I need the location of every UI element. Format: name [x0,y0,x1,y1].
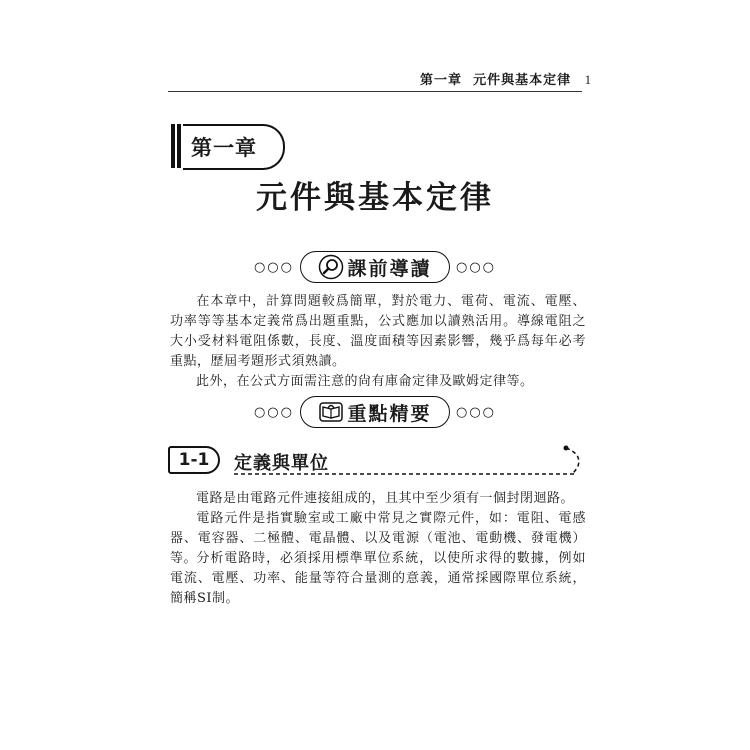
tab-bar-right [177,124,181,168]
section-paragraph-2: 電路元件是指實驗室或工廠中常見之實際元件，如：電阻、電感器、電容器、二極體、電晶體、以及電源（電池、電動機、發電機）等。 [170,511,586,566]
section-title: 定義與單位 [234,453,329,474]
chapter-title: 元件與基本定律 [256,180,494,216]
banner-dots-left: ○○○ [253,259,294,275]
header-rule [168,91,582,92]
preview-banner-pill [300,251,450,283]
banner-dots-right: ○○○ [456,259,497,275]
open-book-icon [318,399,344,425]
section-paragraph-3: 分析電路時，必須採用標準單位系統，以使所求得的數據，例如電流、電壓、功率、能量等符合量測的意義，通常採國際單位系統，簡稱SI制。 [170,551,586,606]
preview-banner-label: 課前導讀 [347,257,432,280]
page-number: 1 [584,72,593,87]
keypoints-banner [252,394,498,430]
banner-dots-right: ○○○ [456,404,497,420]
magnifier-icon [318,254,344,280]
chapter-tab [171,124,285,168]
preview-banner [252,249,498,285]
running-head-title: 元件與基本定律 [473,73,572,88]
keypoints-banner-label: 重點精要 [347,402,432,425]
keypoints-banner-pill [300,396,450,428]
preview-paragraph-1: 在本章中，計算問題較爲簡單，對於電力、電荷、電流、電壓、功率等等基本定義常爲出題重點，公式應加以讀熟活用。導線電阻之大小受材料電阻係數，長度、溫度面積等因素影響，幾乎爲每年必考重點，歷屆考題形式須熟讀。 [170,294,586,369]
section-paragraph-1: 電路是由電路元件連接組成的，且其中至少須有一個封閉迴路。 [196,491,575,506]
chapter-tab-label: 第一章 [191,136,257,160]
chapter-tab-pill [183,124,285,170]
tab-bar-left [171,124,175,168]
banner-dots-left: ○○○ [253,404,294,420]
section-number: 1-1 [168,446,220,474]
dashed-underline [168,440,592,480]
preview-paragraph-2: 此外，在公式方面需注意的尙有庫侖定律及歐姆定律等。 [196,374,534,389]
running-head [420,69,593,88]
section-heading [168,440,592,480]
running-head-chapter: 第一章 [420,73,463,88]
